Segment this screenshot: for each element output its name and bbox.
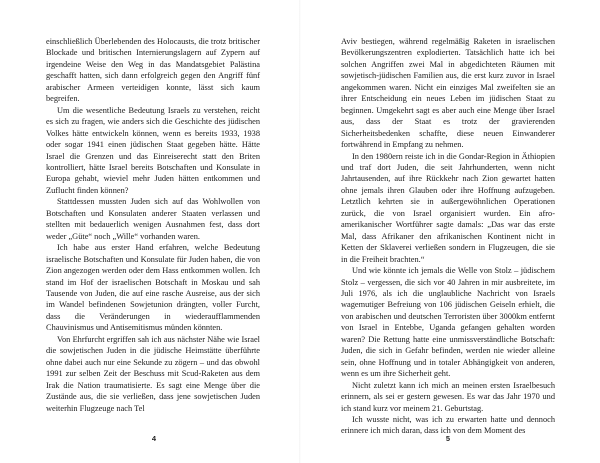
paragraph: Und wie könnte ich jemals die Welle von Stolz – jüdischem Stolz – vergessen, die sich vor 40 Jahren in mir ausbreitete, im Juli 1976, als ich die unglaubliche Nachricht von Israels wagemutiger Befreiung von 106 jüdischen Geiseln erhielt, die von arabischen und deutschen Terroristen über 3000km entfernt von Israel in Entebbe, Uganda gefangen gehalten worden waren? Die Rettung hatte eine unmissverständliche Botschaft: Juden, die sich in Gefahr befinden, werden nie wieder alleine sein, ohne Hoffnung und in totaler Abhängigkeit von anderen, wenn es um ihre Sicherheit geht. [341,266,555,379]
paragraph: Ich habe aus erster Hand erfahren, welche Bedeutung israelische Botschaften und Konsulate für Juden haben, die von Zion angezogen werden oder dem Hass entkommen wollen. Ich stand im Hof der israelischen Botschaft in Moskau und sah Tausende von Juden, die auf eine rasche Ausreise, aus der sich im Wandel befindenen Sowjetunion drängten, voller Furcht, dass die Veränderungen in wiederaufflammenden Chauvinismus und Antisemitismus münden könnten. [46,243,260,333]
paragraph: Nicht zuletzt kann ich mich an meinen ersten Israelbesuch erinnern, als sei er gestern gewesen. Es war das Jahr 1970 und ich stand kurz vor meinem 21. Geburtstag. [341,380,555,413]
paragraph: Aviv bestiegen, während regelmäßig Raketen in israelischen Bevölkerungszentren explodierten. Tatsächlich hatte ich bei solchen Angriffen zwei Mal in abgedichteten Räumen mit sowjetisch-jüdischen Familien aus, die erst kurz zuvor in Israel angekommen waren. Nicht ein einziges Mal zweifelten sie an ihrer Entscheidung ein neues Leben im jüdischen Staat zu beginnen. Umgekehrt sagt es aber auch eine Menge über Israel aus, dass der Staat es trotz der gravierenden Sicherheitsbedenken schaffte, diese neuen Einwanderer fortwährend in Empfang zu nehmen. [341,37,555,150]
paragraph: einschließlich Überlebenden des Holocausts, die trotz britischer Blockade und britischen Internierungslagern auf Zypern auf irgendeine Weise den Weg in das Mandatsgebiet Palästina geschafft hatten, sich dann erfolgreich gegen den Angriff fünf arabischer Armeen verteidigen konnte, lässt sich kaum begreifen. [46,37,260,104]
paragraph: In den 1980ern reiste ich in die Gondar-Region in Äthiopien und traf dort Juden, die seit Jahrhunderten, wenn nicht Jahrtausenden, auf ihre Rückkehr nach Zion gewartet hatten ohne jemals ihren Glauben oder ihre Hoffnung aufzugeben. Letztlich kehrten sie in außergewöhnlichen Operationen zurück, die von Israel organisiert wurden. Ein afro-amerikanischer Wortführer sagte damals: „Das war das erste Mal, dass Afrikaner den afrikanischen Kontinent nicht in Ketten der Sklaverei verließen sondern in Flugzeugen, die sie in die Freiheit brachten.“ [341,151,555,264]
paragraph: Um die wesentliche Bedeutung Israels zu verstehen, reicht es sich zu fragen, wie anders sich die Geschichte des jüdischen Volkes hätte entwickeln können, wenn es bereits 1933, 1938 oder sogar 1941 einen jüdischen Staat gegeben hätte. Hätte Israel die Grenzen und das Einreiserecht statt den Briten kontrolliert, hätte Israel bereits Botschaften und Konsulate in Europa gehabt, wieviel mehr Juden hätten entkommen und Zuflucht finden können? [46,105,260,195]
left-page-text [46,36,260,414]
paragraph: Ich wusste nicht, was ich zu erwarten hatte und dennoch erinnere ich mich daran, dass ich von dem Moment des [341,414,555,436]
right-page-text [341,36,555,437]
paragraph: Stattdessen mussten Juden sich auf das Wohlwollen von Botschaften und Konsulaten anderer Staaten verlassen und stellten mit bedauerlich wenigen Ausnahmen fest, dass dort weder „Güte“ noch „Wille“ vorhanden waren. [46,197,260,241]
right-page [300,0,600,463]
page-number: 5 [445,434,451,443]
page-number: 4 [151,434,157,443]
paragraph: Von Ehrfurcht ergriffen sah ich aus nächster Nähe wie Israel die sowjetischen Juden in die jüdische Heimstätte überführte ohne dabei auch nur eine Sekunde zu zögern – und das obwohl 1991 zur selben Zeit der Beschuss mit Scud-Raketen aus dem Irak die Nation traumatisierte. Es sagt eine Menge über die Zustände aus, die sie verließen, dass jene sowjetischen Juden weiterhin Flugzeuge nach Tel [46,334,260,413]
